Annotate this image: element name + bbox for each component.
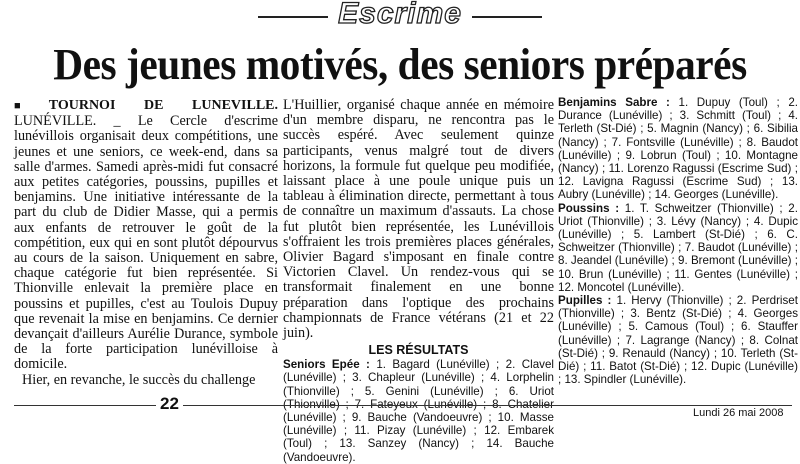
square-bullet-icon: ■ — [14, 100, 46, 112]
page-number: 22 — [156, 394, 183, 414]
article-paragraph-2: Hier, en revanche, le succès du challenge — [22, 371, 256, 388]
headline: Des jeunes motivés, des seniors préparés — [53, 40, 747, 89]
kicker: TOURNOI DE LUNEVILLE. — [48, 98, 278, 113]
category-label: Benjamins Sabre : — [558, 96, 670, 109]
results-poussins — [558, 202, 798, 294]
results-title: LES RÉSULTATS — [368, 343, 469, 358]
rubric-title: Escrime — [328, 0, 472, 31]
category-results: 1. Dupuy (Toul) ; 2. Durance (Lunéville) ; 3. Schmitt (Toul) ; 4. Terleth (St-Dié) ; 5. Magnin (Nancy) ; 6. Sibilia (Nancy) ; 7. Fontsville (Lunéville) ; 8. Baudot (Lunéville) ; 9. Lobrun (Toul) ; 10. Montagne (Nancy) ; 11. Lorenzo Ragussi (Escrime Sud) ; 12. Lavigna Ragussi (Escrime Sud) ; 13. Aubry (Lunéville) ; 14. Georges (Lunéville). — [558, 96, 798, 202]
article-column-2 — [283, 97, 554, 464]
footer-date: Lundi 26 mai 2008 — [690, 407, 787, 419]
kicker-paragraph — [14, 98, 278, 373]
category-results: 1. Bagard (Lunéville) ; 2. Clavel (Lunéville) ; 3. Chapleur (Lunéville) ; 4. Lorphelin (Thionville) ; 5. Genini (Lunéville) ; 6. Uriot (Lunéville) ; 9. Bauche (Vandoeuvre) ; 10. Masse (Lunéville) ; 11. Pizay (Lunéville) ; 12. Embarek (Toul) ; 13. Sanzey (Nancy) ; 14. Bauche (Vandoeuvre). — [283, 358, 554, 464]
category-label: Seniors Epée : — [283, 358, 370, 372]
results-pupilles — [558, 294, 798, 386]
article-text-col2: L'Huillier, organisé chaque année en mémoire d'un membre disparu, ne rencontra pas le succès espéré. Avec seulement quinze participants, venus malgré tout de divers horizons, la formule fut quelque peu modifiée, laissant place à une poule unique puis un tableau à élimination directe, permettant à tous de connaître un maximum d'assauts. La chose fut plutôt bien représentée, les Lunévillois s'offraient les trois premières places générales, Olivier Bagard s'imposant en finale contre Victorien Clavel. Un rendez-vous qui se transformait finalement en une bonne préparation dans l'optique des prochains championnats de France vétérans (21 et 22 juin). — [283, 97, 554, 342]
category-results: 1. Hervy (Thionville) ; 2. Perdriset (Thionville) ; 3. Bentz (St-Dié) ; 4. Georges (Lunéville) ; 5. Camous (Toul) ; 6. Stauffer (Lunéville) ; 7. Lagrange (Nancy) ; 8. Colnat (St-Dié) ; 9. Renauld (Nancy) ; 10. Terleth (St-Dié) ; 11. Batot (St-Dié) ; 12. Dupic (Lunéville) ; 13. Spindler (Lunéville). — [558, 294, 798, 387]
results-seniors — [283, 358, 554, 464]
results-benjamins — [558, 96, 798, 202]
results-column — [558, 96, 798, 416]
article-column-1 — [14, 98, 278, 406]
category-label: Poussins : — [558, 201, 620, 215]
section-rubric — [258, 0, 542, 34]
article-text-col1: LUNÉVILLE. _ Le Cercle d'escrime lunévillois organisait deux compétitions, une jeunes et une seniors, ce week-end, dans sa salle d'armes. Samedi après-midi fut consacré aux petites catégories, poussins, pupilles et benjamins. Une initiative intéressante de la part du club de Didier Masse, qui a permis aux enfants de retrouver le goût de la compétition, eux qui en sont plutôt dépourvus au cours de la saison. Uniquement en sabre, chaque catégorie fut bien représentée. Si Thionville enlevait la première place en poussins et pupilles, c'est au Toulois Dupuy que revenait la mise en benjamins. Ce dernier devançait d'ailleurs Aurélie Durance, symbole de la forte participation lunévilloise à domicile. — [14, 113, 278, 373]
category-results: 1. T. Schweitzer (Thionville) ; 2. Uriot (Thionville) ; 3. Lévy (Nancy) ; 4. Dupic (Lunéville) ; 5. Lambert (St-Dié) ; 6. C. Schweitzer (Thionville) ; 7. Baudot (Lunéville) ; 8. Jeandel (Lunéville) ; 9. Bremont (Lunéville) ; 10. Brun (Lunéville) ; 11. Gentes (Lunéville) ; 12. Moncotel (Lunéville). — [558, 201, 798, 294]
footer-rule — [14, 405, 792, 406]
category-label: Pupilles : — [558, 294, 612, 308]
